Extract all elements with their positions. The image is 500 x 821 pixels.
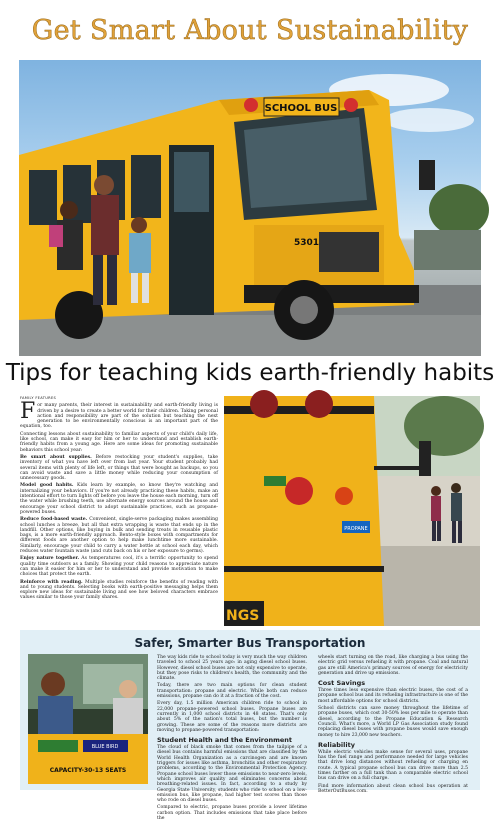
intro-paragraph: For many parents, their interest in sustainability and earth-friendly living is driven by a desire to create a better world for their children. Taking personal action and responsibility are part of the solution but teaching the next generation to be environmentally conscious is an important part of the equation, too.: [20, 399, 218, 430]
tip-title: Model good habits.: [20, 483, 74, 489]
sidebar-paragraph: Today, there are two main options for clean student transportation: propane and electric. While both can reduce emissions, propane can do it at a fraction of the cost.: [157, 683, 307, 700]
tip-paragraph: [20, 517, 218, 554]
banner: [0, 0, 500, 60]
article-paragraph: Connecting lessons about sustainability to familiar aspects of your child's daily life, like school, can make it easy for him or her to understand and establish earth-friendly habits from a young age. Here are some ideas for promoting sustainable behaviors this school year:: [20, 431, 218, 453]
capacity-label: CAPACITY-30-13 SEATS: [49, 767, 127, 774]
byline: FAMILY FEATURES: [20, 396, 57, 400]
tip-title: Enjoy nature together.: [20, 556, 80, 562]
sidebar-paragraph: wheels start turning on the road, like charging a bus using the electric grid versus refueling it with propane. Coal and natural gas are still America's primary sources of energy for electricity generation and drive up emissions.: [318, 655, 468, 676]
bus-interior-illustration: [28, 654, 148, 784]
tip-text: Kids learn by example, so know they're watching and internalizing your behaviors. If you're not already practicing these habits, make an intentional effort to turn lights off before you leave the house each morning, turn off the water while brushing teeth, use alternate energy sources around the house and encourage your school district to adopt sustainable practices, such as propane-powered buses.: [20, 483, 218, 515]
sidebar-paragraph: Every day, 1.5 million American children ride to school in 22,000 propane-powered school buses. Propane buses are currently in 1,000 school districts in 48 states. That's only about 5% of the nation's total buses, but the number is growing. These are some of the reasons more districts are moving to propane-powered transportation:: [157, 701, 307, 733]
sidebar-paragraph: School districts can save money throughout the lifetime of propane buses, which cost 30-50% less per mile to operate than diesel, according to the Propane Education & Research Council. What's more, a World LP Gas Association study found replacing diesel buses with propane buses would save enough money to hire 23,000 new teachers.: [318, 706, 468, 738]
bus-side-photo: [224, 396, 480, 626]
bus-sign-text: SCHOOL BUS: [264, 103, 338, 114]
drop-cap: F: [20, 399, 36, 425]
sidebar-subheading: Reliability: [318, 740, 355, 749]
sidebar-paragraph: The cloud of black smoke that comes from the tailpipe of a diesel bus contains harmful emissions that are classified by the World Health Organization as a carcinogen and are known triggers for issues like asthma, bronchitis and other respiratory problems, according to the Environmental Protection Agency. Propane school buses lower those emissions to near-zero levels, which improves air quality and eliminates concerns about breathing-related issues. In fact, according to a study by Georgia State University, students who ride to school on a low-emission bus, like propane, had higher test scores than those who rode on diesel buses.: [157, 745, 307, 804]
tip-title: Be smart about supplies.: [20, 454, 92, 460]
bus-number: 5301: [294, 238, 320, 248]
sidebar-photo: [28, 654, 148, 784]
article-body: [20, 396, 218, 626]
tip-text: Convenient, single-serve packaging makes assembling school lunches a breeze, but all that extra wrapping is waste that ends up in the landfill. Other options, like buying in bulk and sending treats in reusable plastic bags, is a more earth-friendly approach. Bento-style boxes with compartments for different foods are another option to help make lunchtime more sustainable. Similarly, encourage your child to carry a water bottle at school each day, which reduces water fountain waste (and cuts back on his or her exposure to germs).: [20, 517, 218, 555]
sidebar-subheading: Student Health and the Environment: [157, 736, 293, 745]
sidebar-paragraph: While electric vehicles make sense for several uses, propane has the fuel range and performance needed for large vehicles that drive long distances without refueling or charging en route. A typical propane school bus can drive more than 2.5 times farther on a full tank than a comparable electric school bus can drive on a full charge.: [318, 749, 468, 782]
tip-text: Before restocking your student's supplies, take inventory of what you have left over from last year. Your student probably had several items with plenty of life left, or things that were bought as backups, so you can avoid waste and save a little money while reducing your consumption of unnecessary goods.: [20, 454, 219, 482]
sidebar-paragraph: Compared to electric, propane buses provide a lower lifetime carbon option. That includes emissions that take place before the: [157, 805, 307, 821]
sidebar-paragraph: The way kids ride to school today is very much the way children traveled to school 25 years ago: in aging diesel school buses. However, diesel school buses are not only expensive to operate, but they pose risks to children's health, the community and the climate.: [157, 655, 307, 682]
tip-paragraph: [20, 455, 218, 481]
tip-title: Reduce food-based waste.: [20, 517, 88, 523]
sidebar-paragraph: Find more information about clean school bus operation at BetterOutBuses.com.: [318, 783, 468, 794]
sidebar-subheading: Cost Savings: [318, 679, 366, 688]
sidebar-column-2: [318, 655, 468, 794]
tip-text: Multiple studies reinforce the benefits of reading with and to young students. Selecting books with earth-positive messaging helps them explore new ideas for sustainable living and see how beloved characters embrace values similar to those your family shares.: [20, 579, 218, 601]
sidebar-paragraph: Three times less expensive than electric buses, the cost of a propane school bus and its refueling infrastructure is one of the most affordable options for school districts.: [318, 688, 468, 704]
banner-title: Get Smart About Sustainability: [31, 14, 469, 46]
sidebar-title: Safer, Smarter Bus Transportation: [134, 636, 366, 650]
propane-badge: PROPANE: [344, 526, 368, 532]
tip-text: As temperatures cool, it's a terrific opportunity to spend quality time outdoors as a family. Showing your child reasons to appreciate nature can make it easier for him or her to understand and provide motivation to make choices that protect the earth.: [20, 556, 219, 578]
tip-title: Reinforce with reading.: [20, 579, 83, 585]
tip-paragraph: [20, 556, 218, 577]
tip-paragraph: [20, 580, 218, 601]
brand-label: BLUE BIRD: [91, 744, 119, 750]
school-bus-illustration: [19, 60, 481, 356]
bus-side-illustration: [224, 396, 480, 626]
article-headline: Tips for teaching kids earth-friendly habits: [5, 360, 495, 386]
hero-photo: [19, 60, 481, 356]
sign-fragment: NGS: [226, 608, 260, 624]
sidebar-column-1: [157, 655, 307, 821]
tip-paragraph: [20, 483, 218, 515]
sidebar-box: [20, 630, 480, 821]
